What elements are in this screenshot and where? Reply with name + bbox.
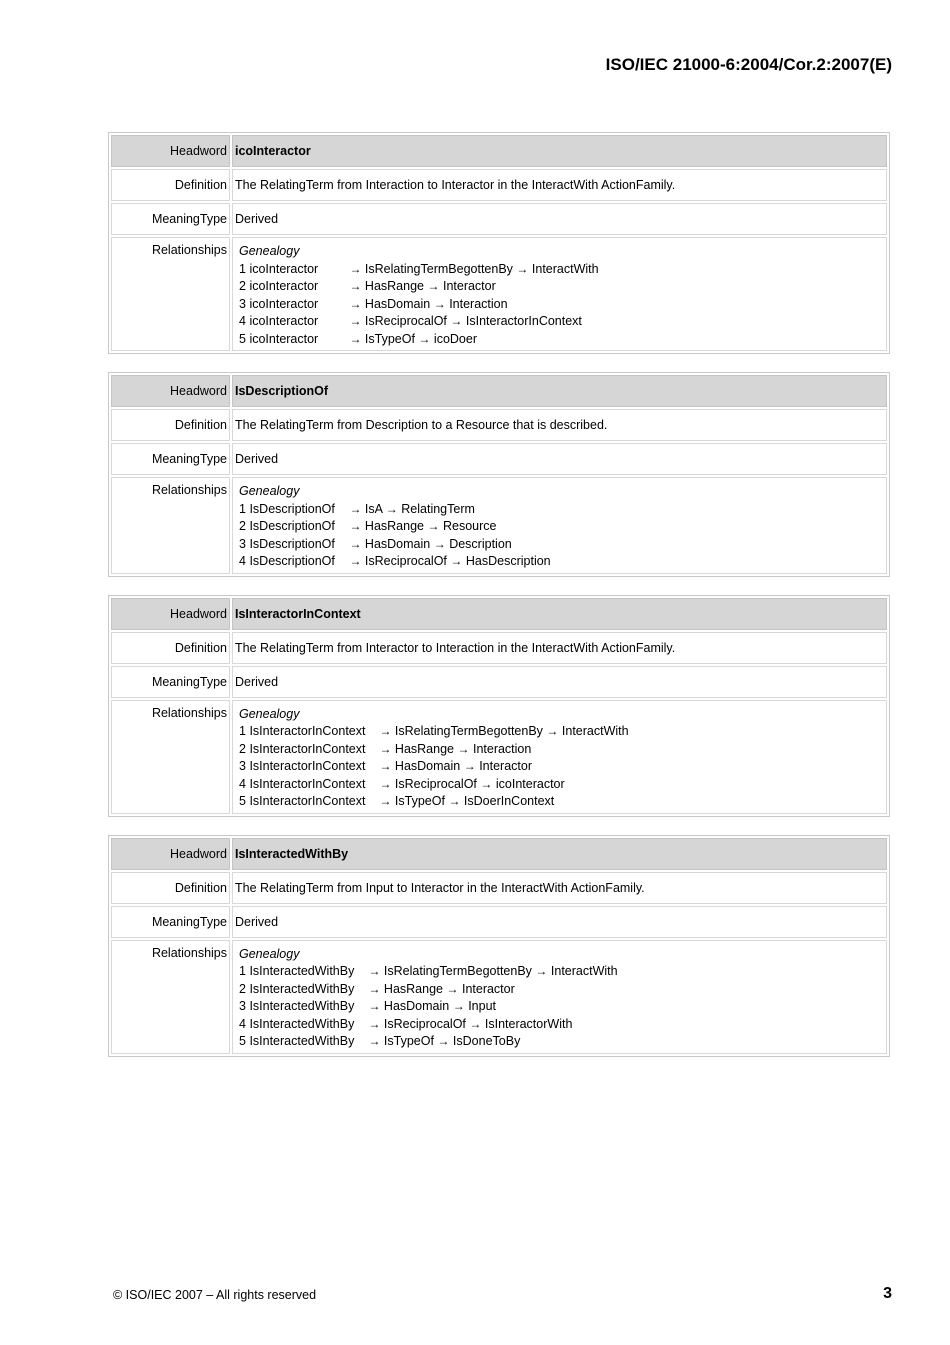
relationship-line [239, 296, 884, 314]
relationship-object: icoInteractor [495, 776, 565, 791]
definition-row [111, 169, 887, 201]
relationship-object: Interactor [442, 279, 496, 293]
relationship-line [239, 501, 884, 519]
relationship-number: 3 [239, 296, 246, 311]
relationship-subject: IsDescriptionOf [249, 501, 335, 516]
arrow-icon: → [457, 741, 470, 756]
relationship-object: IsDoerInContext [463, 794, 555, 808]
relationship-relation: IsRelatingTermBegottenBy [383, 964, 532, 978]
entry-table [108, 132, 890, 354]
arrow-icon: → [446, 981, 459, 996]
headword-value: icoInteractor [232, 135, 887, 167]
entry-table [108, 835, 890, 1057]
relationship-number: 2 [239, 741, 246, 756]
copyright-notice: © ISO/IEC 2007 – All rights reserved [113, 1288, 317, 1302]
relationship-object: IsInteractorWith [484, 1016, 573, 1031]
arrow-icon: → [450, 314, 463, 328]
relationship-number: 1 [239, 964, 246, 978]
relationship-subject: IsInteractedWithBy [249, 1016, 355, 1031]
relationship-relation: HasDomain [394, 759, 461, 773]
relationship-relation: IsReciprocalOf [364, 314, 447, 328]
meaning-type-label: MeaningType [111, 443, 230, 475]
relationship-line [239, 518, 884, 536]
headword-row [111, 135, 887, 167]
arrow-icon: → [368, 1034, 381, 1048]
arrow-icon: → [463, 759, 476, 773]
arrow-icon: → [516, 261, 529, 276]
definition-label: Definition [111, 872, 230, 904]
relationship-line [239, 776, 884, 794]
meaning-type-label: MeaningType [111, 203, 230, 235]
relationship-relation: HasRange [394, 741, 454, 756]
relationship-line [239, 553, 884, 571]
relationship-line [239, 331, 884, 349]
relationship-number: 2 [239, 519, 246, 533]
relationship-relation: HasRange [364, 519, 424, 533]
definition-row [111, 872, 887, 904]
arrow-icon: → [433, 296, 446, 311]
headword-label: Headword [111, 135, 230, 167]
relationship-number: 1 [239, 501, 246, 516]
relationship-subject: icoInteractor [249, 261, 319, 276]
relationship-relation: HasRange [364, 279, 424, 293]
relationship-subject: icoInteractor [249, 314, 319, 328]
arrow-icon: → [452, 999, 465, 1013]
arrow-icon: → [349, 279, 362, 293]
relationship-line [239, 741, 884, 759]
arrow-icon: → [379, 776, 392, 791]
relationship-relation: IsReciprocalOf [383, 1016, 466, 1031]
relationships-label: Relationships [111, 700, 230, 814]
relationship-number: 3 [239, 759, 246, 773]
headword-value: IsDescriptionOf [232, 375, 887, 407]
headword-row [111, 375, 887, 407]
headword-label: Headword [111, 598, 230, 630]
relationship-subject: icoInteractor [249, 296, 319, 311]
arrow-icon: → [349, 519, 362, 533]
relationships-value [232, 477, 887, 574]
definition-value: The RelatingTerm from Description to a Resource that is described. [232, 409, 887, 441]
relationship-relation: IsReciprocalOf [364, 554, 447, 568]
relationship-line [239, 278, 884, 296]
definition-row [111, 409, 887, 441]
relationship-object: RelatingTerm [401, 501, 475, 516]
arrow-icon: → [379, 794, 392, 808]
relationship-object: HasDescription [465, 554, 551, 568]
relationship-number: 2 [239, 981, 246, 996]
relationship-list [239, 723, 884, 811]
relationship-number: 1 [239, 724, 246, 738]
definition-value: The RelatingTerm from Interactor to Interaction in the InteractWith ActionFamily. [232, 632, 887, 664]
relationship-relation: IsRelatingTermBegottenBy [364, 261, 513, 276]
genealogy-title: Genealogy [239, 484, 300, 498]
arrow-icon: → [349, 314, 362, 328]
relationship-line [239, 1033, 884, 1051]
relationship-number: 4 [239, 776, 246, 791]
relationship-subject: IsInteractorInContext [249, 724, 366, 738]
meaning-type-row [111, 906, 887, 938]
relationship-line [239, 981, 884, 999]
headword-row [111, 598, 887, 630]
genealogy-title: Genealogy [239, 946, 300, 961]
arrow-icon: → [469, 1016, 482, 1031]
headword-label: Headword [111, 838, 230, 870]
definition-value: The RelatingTerm from Interaction to Interactor in the InteractWith ActionFamily. [232, 169, 887, 201]
meaning-type-value: Derived [232, 666, 887, 698]
headword-label: Headword [111, 375, 230, 407]
arrow-icon: → [379, 759, 392, 773]
relationship-subject: IsInteractedWithBy [249, 999, 355, 1013]
relationships-label: Relationships [111, 237, 230, 351]
document-id: ISO/IEC 21000-6:2004/Cor.2:2007(E) [605, 55, 892, 74]
relationship-number: 5 [239, 331, 246, 346]
relationship-number: 4 [239, 554, 246, 568]
relationships-value [232, 700, 887, 814]
relationship-relation: IsTypeOf [394, 794, 445, 808]
relationships-row [111, 237, 887, 351]
genealogy-title: Genealogy [239, 244, 300, 258]
arrow-icon: → [427, 519, 440, 533]
arrow-icon: → [349, 536, 362, 551]
definition-label: Definition [111, 632, 230, 664]
meaning-type-label: MeaningType [111, 666, 230, 698]
relationship-relation: IsTypeOf [383, 1034, 434, 1048]
page-number: 3 [883, 1285, 892, 1302]
genealogy-title: Genealogy [239, 706, 300, 721]
relationship-line [239, 963, 884, 981]
relationship-relation: IsRelatingTermBegottenBy [394, 724, 543, 738]
meaning-type-label: MeaningType [111, 906, 230, 938]
arrow-icon: → [368, 964, 381, 978]
arrow-icon: → [349, 331, 362, 346]
relationship-object: Interactor [461, 981, 515, 996]
relationship-object: Resource [442, 519, 497, 533]
meaning-type-row [111, 666, 887, 698]
relationship-line [239, 723, 884, 741]
arrow-icon: → [349, 296, 362, 311]
relationship-relation: IsTypeOf [364, 331, 415, 346]
relationship-subject: icoInteractor [249, 279, 319, 293]
relationship-relation: HasDomain [364, 296, 431, 311]
relationship-object: icoDoer [433, 331, 477, 346]
relationship-line [239, 998, 884, 1016]
relationship-subject: IsDescriptionOf [249, 519, 335, 533]
arrow-icon: → [349, 554, 362, 568]
relationship-subject: IsInteractorInContext [249, 759, 366, 773]
relationship-object: Description [449, 536, 512, 551]
relationships-value [232, 237, 887, 351]
relationships-label: Relationships [111, 940, 230, 1054]
relationship-relation: IsReciprocalOf [394, 776, 477, 791]
relationships-value [232, 940, 887, 1054]
relationship-list [239, 261, 884, 349]
relationship-object: Input [468, 999, 497, 1013]
relationship-number: 1 [239, 261, 246, 276]
arrow-icon: → [368, 981, 381, 996]
relationships-label: Relationships [111, 477, 230, 574]
definition-value: The RelatingTerm from Input to Interactor in the InteractWith ActionFamily. [232, 872, 887, 904]
definition-row [111, 632, 887, 664]
arrow-icon: → [368, 999, 381, 1013]
relationship-object: InteractWith [561, 724, 629, 738]
relationship-number: 4 [239, 314, 246, 328]
arrow-icon: → [480, 776, 493, 791]
relationship-subject: IsInteractorInContext [249, 741, 366, 756]
arrow-icon: → [546, 724, 559, 738]
relationship-relation: IsA [364, 501, 383, 516]
arrow-icon: → [349, 261, 362, 276]
definition-label: Definition [111, 169, 230, 201]
definition-label: Definition [111, 409, 230, 441]
relationship-number: 2 [239, 279, 246, 293]
arrow-icon: → [385, 501, 398, 516]
arrow-icon: → [418, 331, 431, 346]
relationship-list [239, 963, 884, 1051]
relationship-object: Interaction [449, 296, 508, 311]
relationship-subject: IsDescriptionOf [249, 536, 335, 551]
relationship-object: InteractWith [550, 964, 618, 978]
relationship-object: InteractWith [531, 261, 599, 276]
arrow-icon: → [448, 794, 461, 808]
entries-container [108, 132, 890, 1075]
relationship-number: 3 [239, 999, 246, 1013]
meaning-type-row [111, 203, 887, 235]
relationships-row [111, 477, 887, 574]
arrow-icon: → [427, 279, 440, 293]
relationship-number: 3 [239, 536, 246, 551]
arrow-icon: → [379, 741, 392, 756]
relationship-object: Interaction [472, 741, 532, 756]
relationship-object: IsDoneToBy [452, 1034, 521, 1048]
relationship-subject: IsInteractedWithBy [249, 1034, 355, 1048]
meaning-type-value: Derived [232, 203, 887, 235]
arrow-icon: → [433, 536, 446, 551]
relationship-line [239, 758, 884, 776]
relationship-relation: HasDomain [383, 999, 450, 1013]
relationship-line [239, 1016, 884, 1034]
meaning-type-row [111, 443, 887, 475]
arrow-icon: → [349, 501, 362, 516]
relationships-row [111, 940, 887, 1054]
arrow-icon: → [535, 964, 548, 978]
relationship-list [239, 501, 884, 571]
headword-value: IsInteractorInContext [232, 598, 887, 630]
relationship-relation: HasRange [383, 981, 443, 996]
relationship-line [239, 261, 884, 279]
entry-table [108, 595, 890, 817]
relationship-subject: IsInteractedWithBy [249, 981, 355, 996]
relationship-number: 5 [239, 1034, 246, 1048]
relationship-subject: IsInteractedWithBy [249, 964, 355, 978]
relationship-relation: HasDomain [364, 536, 431, 551]
arrow-icon: → [437, 1034, 450, 1048]
arrow-icon: → [450, 554, 463, 568]
headword-row [111, 838, 887, 870]
relationship-object: IsInteractorInContext [465, 314, 582, 328]
arrow-icon: → [368, 1016, 381, 1031]
relationship-line [239, 536, 884, 554]
relationships-row [111, 700, 887, 814]
relationship-number: 4 [239, 1016, 246, 1031]
relationship-subject: icoInteractor [249, 331, 319, 346]
relationship-line [239, 313, 884, 331]
meaning-type-value: Derived [232, 443, 887, 475]
relationship-subject: IsInteractorInContext [249, 794, 366, 808]
relationship-subject: IsInteractorInContext [249, 776, 366, 791]
entry-table [108, 372, 890, 577]
relationship-number: 5 [239, 794, 246, 808]
relationship-object: Interactor [479, 759, 533, 773]
arrow-icon: → [379, 724, 392, 738]
relationship-line [239, 793, 884, 811]
meaning-type-value: Derived [232, 906, 887, 938]
headword-value: IsInteractedWithBy [232, 838, 887, 870]
relationship-subject: IsDescriptionOf [249, 554, 335, 568]
